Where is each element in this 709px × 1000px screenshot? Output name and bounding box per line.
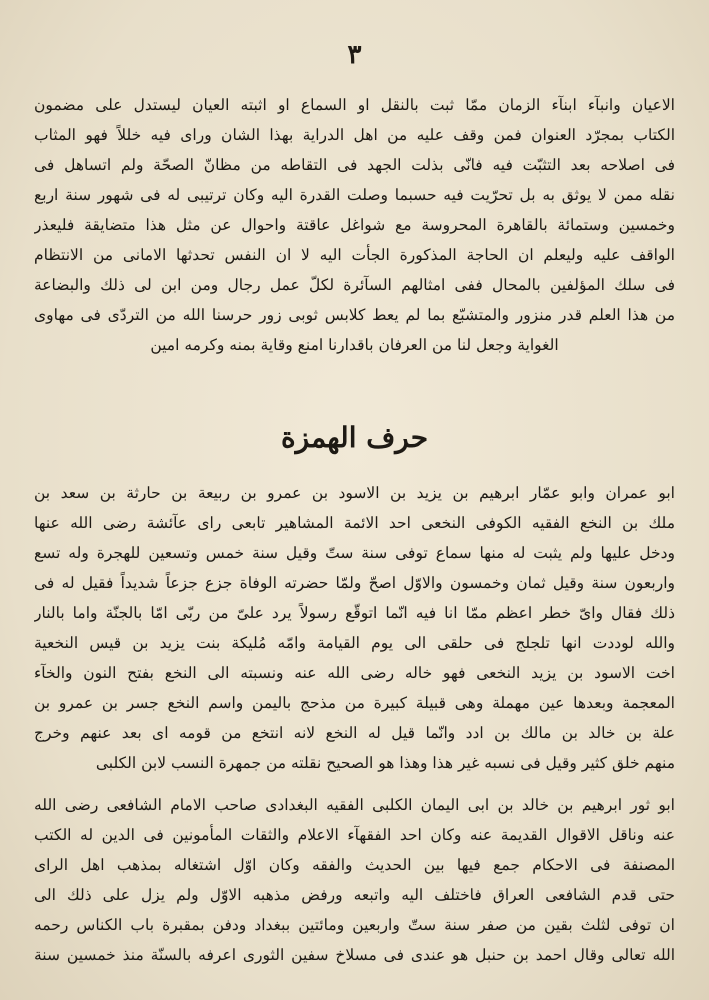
text-line: الاعيان وانبآء ابنآء الزمان ممّا ثبت بالنقل او السماع او اثبته العيان ليستدل على مضمون (34, 96, 675, 114)
entry-abu-thawr (34, 790, 675, 970)
text-line: علة بن خالد بن مالك بن ادد وانّما قيل له النخع لانه انتخع من قومه اى بعد عنهم وخرج (34, 724, 675, 742)
section-heading: حرف الهمزة (280, 421, 429, 454)
text-line: الواقف عليه وليعلم ان الحاجة المذكورة الجأت اليه لا ان النفس تحدثها الامانى من الانتظام (34, 246, 675, 264)
text-line: من هذا العلم قدر منزور والمتشبّع بما لم يعط كلابس ثوبى زور حرسنا الله من التردّى فى مهاوى (34, 306, 675, 324)
text-line: حتى قدم الشافعى العراق فاختلف اليه واتبعه ورفض مذهبه الاوّل ولم يزل على ذلك الى (34, 886, 675, 904)
text-line: نقله ممن لا يوثق به بل تحرّيت فيه حسبما وصلت القدرة اليه وكان ترتيبى له فى شهور سنة اربع (34, 186, 675, 204)
text-line: فى سلك المؤلفين بالمحال ففى امثالهم السآئرة لكلّ عمل رجال ومن ابن لى ذلك والبضاعة (34, 276, 675, 294)
text-line: الله تعالى وقال احمد بن حنبل هو عندى فى مسلاخ سفين الثورى اعرفه بالسنّة منذ خمسين سنة (34, 946, 675, 964)
text-line: ابو ثور ابرهيم بن خالد بن ابى اليمان الكلبى الفقيه البغدادى صاحب الامام الشافعى رضى الله (34, 796, 675, 814)
text-line: وخمسين وستمائة بالقاهرة المحروسة مع شواغل عاقتة واحوال عن مثل هذا متضايقة فليعذر (34, 216, 675, 234)
text-line: ودخل عليها ولم يثبت له منها سماع توفى سنة ستّ وقيل سنة خمس وتسعين للهجرة وله تسع (34, 544, 675, 562)
text-line: ان توفى لثلث بقين من صفر سنة ستّ واربعين ومائتين ببغداد ودفن بمقبرة باب الكناس رحمه (34, 916, 675, 934)
entry-ibrahim-nakhai (34, 478, 675, 778)
text-line: الغواية وجعل لنا من العرفان باقدارنا امنع وقاية بمنه وكرمه امين (150, 336, 559, 354)
text-line: ملك بن النخع الفقيه الكوفى النخعى احد الائمة المشاهير تابعى راى عآئشة رضى الله عنها (34, 514, 675, 532)
text-line: واربعون سنة وقيل ثمان وخمسون والاوّل اصحّ ولمّا حضرته الوفاة جزع جزعاً شديداً فقيل له فى (34, 574, 675, 592)
text-line: ابو عمران وابو عمّار ابرهيم بن يزيد بن الاسود بن عمرو بن ربيعة بن حارثة بن سعد بن (34, 484, 675, 502)
text-line: منهم خلق كثير وقيل فى نسبه غير هذا وهذا هو الصحيح نقلته من جمهرة النسب لابن الكلبى (95, 754, 675, 772)
text-line: عنه وناقل الاقوال القديمة عنه وكان احد الفقهآء الاعلام والثقات المأمونين فى الدين له الكتب (34, 826, 675, 844)
text-line: المعجمة وبعدها عين مهملة وهى قبيلة كبيرة من مذحج باليمن واسم النخع جسر بن عمرو بن (34, 694, 675, 712)
intro-paragraph (34, 90, 675, 360)
text-line: اخت الاسود بن يزيد النخعى فهو خاله رضى الله عنه ونسبته الى النخع بفتح النون والخآء (34, 664, 675, 682)
text-line: الكتاب بمجرّد العنوان فمن وقف عليه من اهل الدراية بهذا الشان وراى فيه خللاً فهو المثاب (34, 126, 675, 144)
text-line: فى اصلاحه بعد التثبّت فيه فانّى بذلت الجهد فى التقاطه من مظانّ الصحّة ولم اتساهل فى (34, 156, 675, 174)
page-number: ٣ (347, 40, 362, 70)
text-line: المصنفة فى الاحكام جمع فيها بين الحديث والفقه وكان اوّل اشتغاله بمذهب اهل الراى (34, 856, 675, 874)
text-line: والله لوددت انها تلجلج فى حلقى الى يوم القيامة وامّه مُليكة بنت يزيد بن قيس النخعية (34, 634, 675, 652)
text-line: ذلك فقال واىّ خطر اعظم ممّا انا فيه انّما اتوقّع رسولاً يرد علىّ من ربّى امّا بالجنّة واما بالنار (34, 604, 675, 622)
